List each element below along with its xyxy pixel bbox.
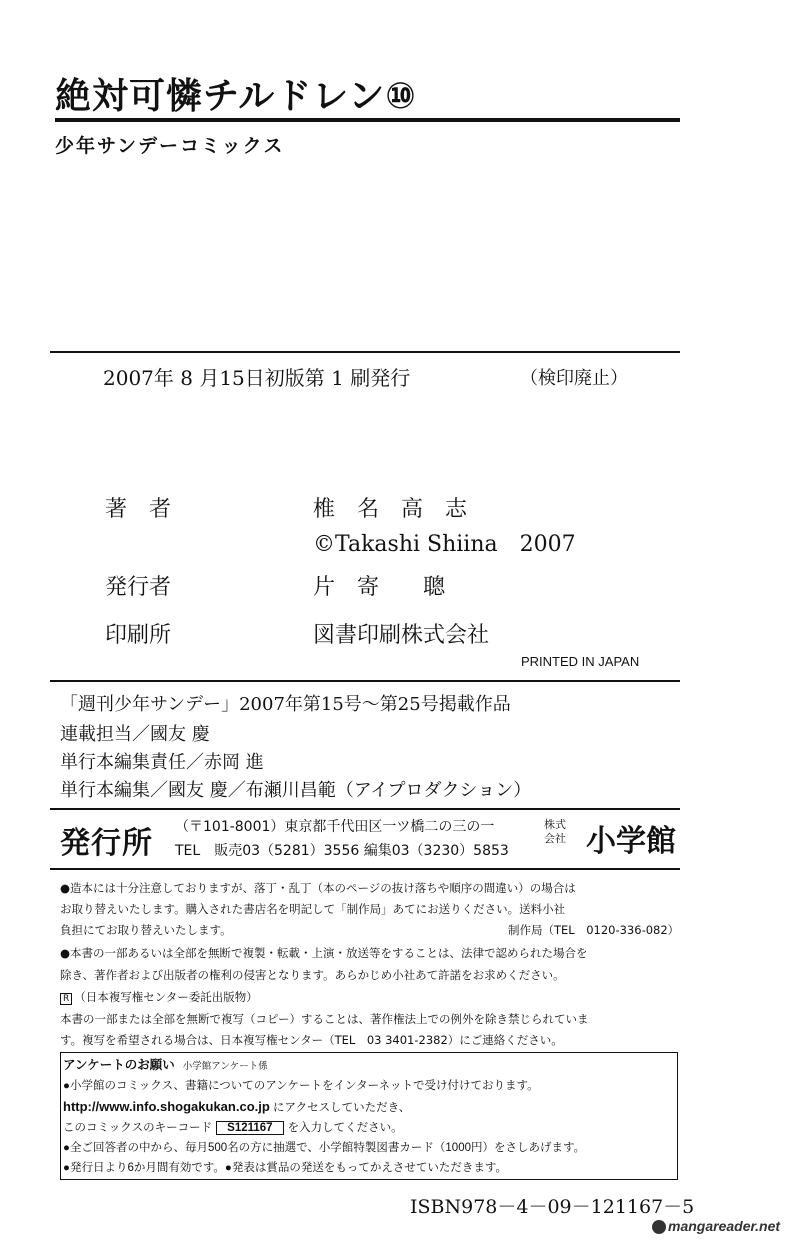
enquete-line: ●小学館のコミックス、書籍についてのアンケートをインターネットで受け付けております。 <box>63 1080 539 1092</box>
enquete-line: ●発行日より6か月間有効です。●発表は賞品の発送をもってかえさせていただきます。 <box>63 1162 507 1174</box>
series-name: 少年サンデーコミックス <box>55 135 285 157</box>
notice-line: 除き、著作者および出版者の権利の侵害となります。あらかじめ小社あて許諾をお求めください。 <box>60 968 565 982</box>
watermark-text: mangareader.net <box>668 1218 781 1234</box>
enquete-subtitle: 小学館アンケート係 <box>182 1061 268 1072</box>
enquete-box <box>60 1052 678 1180</box>
printer-name: 図書印刷株式会社 <box>313 623 490 648</box>
serial-editor: 連載担当／國友 慶 <box>60 724 210 745</box>
publisher-person-name: 片 寄 聰 <box>313 575 446 600</box>
reg-center-note: （日本複写権センター委託出版物） <box>74 990 258 1004</box>
book-title: 絶対可憐チルドレン⑩ <box>55 76 417 117</box>
notice-line <box>60 989 258 1005</box>
printer-label: 印刷所 <box>105 623 172 648</box>
edition-rule <box>50 351 680 353</box>
volume-editors: 単行本編集／國友 慶／布瀬川昌範（アイプロダクション） <box>60 780 532 801</box>
notice-line: 本書の一部または全部を無断で複写（コピー）することは、著作権法上での例外を除き禁じられていま <box>60 1012 589 1026</box>
company-type: 株式 会社 <box>544 818 566 845</box>
publisher-top-rule <box>50 808 680 810</box>
enquete-url-line <box>61 1099 410 1115</box>
key-code-prefix: このコミックスのキーコード <box>63 1122 213 1134</box>
enquete-key-line <box>61 1119 403 1135</box>
publisher-address: （〒101-8001）東京都千代田区一ツ橋二の三の一 <box>175 819 495 835</box>
publication-source: 「週刊少年サンデー」2007年第15号～第25号掲載作品 <box>60 694 511 715</box>
publisher-tel: TEL 販売03（5281）3556 編集03（3230）5853 <box>175 843 509 859</box>
notice-line: 負担にてお取り替えいたします。 <box>60 923 232 937</box>
copyright-line: ©Takashi Shiina 2007 <box>313 532 576 557</box>
registered-mark-icon: R <box>60 993 72 1005</box>
publisher-company: 小学館 <box>586 824 676 859</box>
title-rule <box>55 118 680 122</box>
watermark-icon <box>652 1220 666 1234</box>
enquete-line: ●全ご回答者の中から、毎月500名の方に抽選で、小学館特製図書カード（1000円）をさしあげます。 <box>63 1142 586 1154</box>
notice-line: 制作局（TEL 0120-336-082） <box>508 923 680 937</box>
publication-rule <box>50 680 680 682</box>
edition-line: 2007年 8 月15日初版第 1 刷発行 <box>103 366 411 390</box>
enquete-header <box>61 1055 268 1073</box>
notice-line: す。複写を希望される場合は、日本複写権センター（TEL 03 3401-2382）にご連絡ください。 <box>60 1033 563 1047</box>
enquete-url-suffix: にアクセスしていただき、 <box>273 1102 411 1114</box>
volume-editor-chief: 単行本編集責任／赤岡 進 <box>60 752 264 773</box>
printed-in-japan: PRINTED IN JAPAN <box>521 654 640 669</box>
notice-line: ●本書の一部あるいは全部を無断で複製・転載・上演・放送等をすることは、法律で認められた場合を <box>60 946 588 960</box>
publisher-person-label: 発行者 <box>105 575 172 600</box>
author-name: 椎 名 高 志 <box>313 497 468 522</box>
key-code-suffix: を入力してください。 <box>287 1122 403 1134</box>
publisher-label: 発行所 <box>60 826 153 861</box>
publisher-bottom-rule <box>50 868 680 870</box>
notice-line: ●造本には十分注意しておりますが、落丁・乱丁（本のページの抜け落ちや順序の間違い）の場合は <box>60 881 576 895</box>
author-label: 著 者 <box>105 497 172 522</box>
notice-line: お取り替えいたします。購入された書店名を明記して「制作局」あてにお送りください。送料小社 <box>60 902 566 916</box>
enquete-url[interactable]: http://www.info.shogakukan.co.jp <box>63 1099 270 1114</box>
isbn: ISBN978－4－09－121167－5 <box>410 1196 695 1218</box>
key-code: S121167 <box>216 1121 283 1135</box>
enquete-title: アンケートのお願い <box>63 1058 175 1072</box>
stamp-note: （検印廃止） <box>520 368 628 389</box>
watermark <box>652 1218 780 1234</box>
